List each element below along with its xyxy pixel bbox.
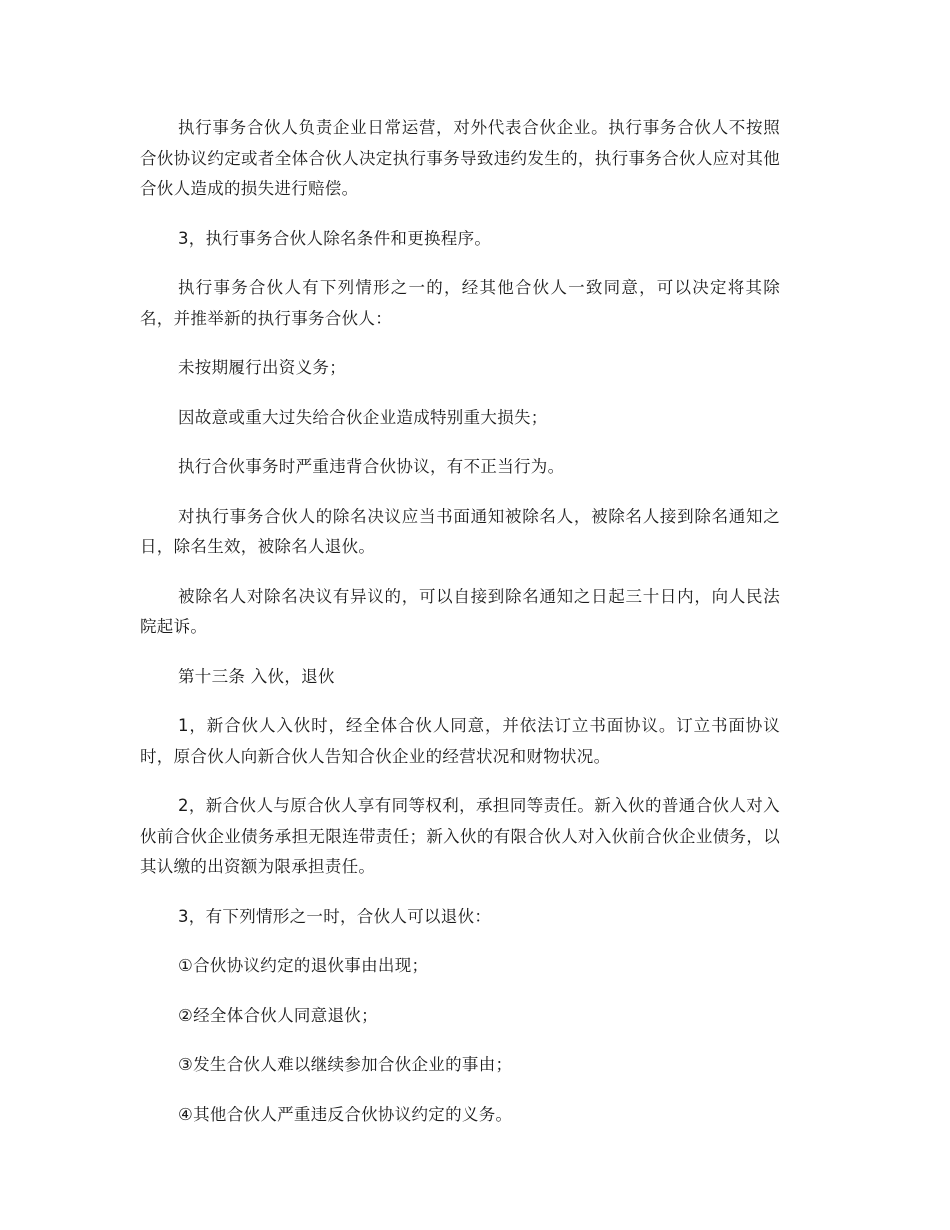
paragraph-admission-2: 2，新合伙人与原合伙人享有同等权利，承担同等责任。新入伙的普通合伙人对入伙前合伙企业债务承担无限连带责任；新入伙的有限合伙人对入伙前合伙企业债务，以其认缴的出资额为限承担责任。 (140, 796, 780, 876)
document-body (140, 113, 780, 1149)
paragraph-executive-partner-duties: 执行事务合伙人负责企业日常运营，对外代表合伙企业。执行事务合伙人不按照合伙协议约定或者全体合伙人决定执行事务导致违约发生的，执行事务合伙人应对其他合伙人造成的损失进行赔偿。 (140, 118, 780, 198)
list-item-condition-3: 执行合伙事务时严重违背合伙协议，有不正当行为。 (178, 457, 565, 476)
list-item-condition-2: 因故意或重大过失给合伙企业造成特别重大损失； (178, 407, 548, 427)
paragraph-admission-1: 1，新合伙人入伙时，经全体合伙人同意，并依法订立书面协议。订立书面协议时，原合伙人向新合伙人告知合伙企业的经营状况和财物状况。 (140, 716, 780, 766)
paragraph-removal-notice: 对执行事务合伙人的除名决议应当书面通知被除名人，被除名人接到除名通知之日，除名生效，被除名人退伙。 (140, 506, 780, 556)
paragraph-removal-objection: 被除名人对除名决议有异议的，可以自接到除名通知之日起三十日内，向人民法院起诉。 (140, 586, 780, 636)
list-item-withdrawal-4: ④其他合伙人严重违反合伙协议约定的义务。 (178, 1104, 513, 1124)
paragraph-removal-heading: 3，执行事务合伙人除名条件和更换程序。 (178, 228, 492, 248)
list-item-withdrawal-2: ②经全体合伙人同意退伙； (178, 1005, 378, 1025)
paragraph-removal-conditions: 执行事务合伙人有下列情形之一的，经其他合伙人一致同意，可以决定将其除名，并推举新的执行事务合伙人： (140, 278, 780, 328)
list-item-withdrawal-3: ③发生合伙人难以继续参加合伙企业的事由； (178, 1055, 513, 1074)
list-item-withdrawal-1: ①合伙协议约定的退伙事由出现； (178, 956, 429, 975)
list-item-condition-1: 未按期履行出资义务； (178, 358, 346, 377)
paragraph-withdrawal-heading: 3，有下列情形之一时，合伙人可以退伙： (178, 906, 492, 926)
article-13-heading: 第十三条 入伙，退伙 (178, 666, 335, 686)
